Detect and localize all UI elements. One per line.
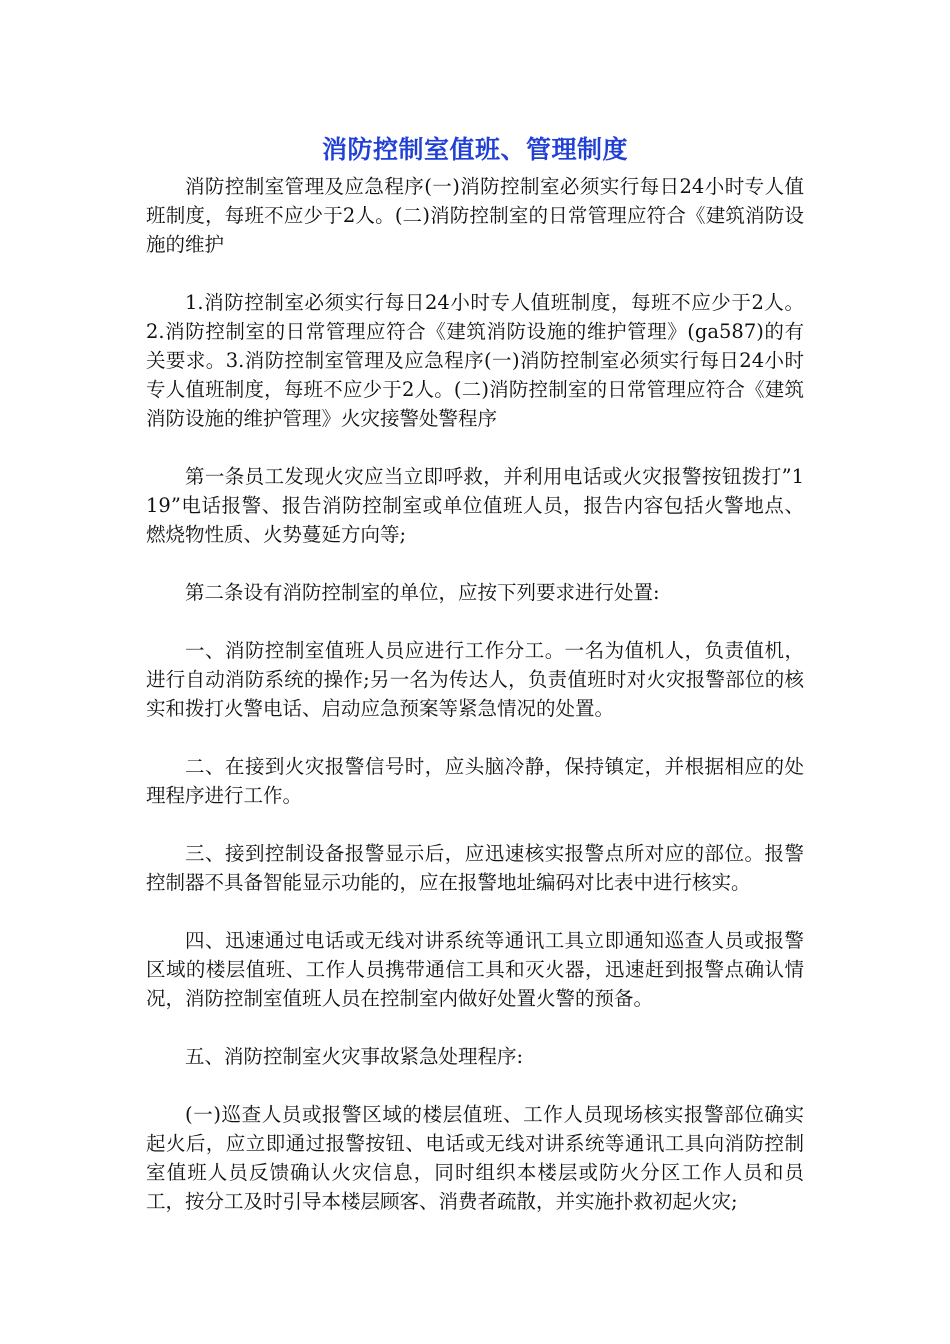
paragraph-3: 第一条员工发现火灾应当立即呼救，并利用电话或火灾报警按钮拨打”119”电话报警、报告消防控制室或单位值班人员，报告内容包括火警地点、燃烧物性质、火势蔓延方向等;	[146, 465, 804, 546]
paragraph-5: 一、消防控制室值班人员应进行工作分工。一名为值机人，负责值机，进行自动消防系统的操作;另一名为传达人，负责值班时对火灾报警部位的核实和拨打火警电话、启动应急预案等紧急情况的处置。	[146, 639, 804, 720]
paragraph-9: 五、消防控制室火灾事故紧急处理程序:	[185, 1045, 524, 1068]
paragraph-1: 消防控制室管理及应急程序(一)消防控制室必须实行每日24小时专人值班制度，每班不应少于2人。(二)消防控制室的日常管理应符合《建筑消防设施的维护	[146, 175, 804, 256]
paragraph-2: 1.消防控制室必须实行每日24小时专人值班制度，每班不应少于2人。2.消防控制室的日常管理应符合《建筑消防设施的维护管理》(ga587)的有关要求。3.消防控制室管理及应急程序(一)消防控制室必须实行每日24小时专人值班制度，每班不应少于2人。(二)消防控制室的日常管理应符合《建筑消防设施的维护管理》火灾接警处警程序	[146, 291, 804, 430]
paragraph-6: 二、在接到火灾报警信号时，应头脑冷静，保持镇定，并根据相应的处理程序进行工作。	[146, 755, 804, 807]
paragraph-8: 四、迅速通过电话或无线对讲系统等通讯工具立即通知巡查人员或报警区域的楼层值班、工作人员携带通信工具和灭火器，迅速赶到报警点确认情况，消防控制室值班人员在控制室内做好处置火警的预备。	[146, 929, 804, 1010]
paragraph-10: (一)巡查人员或报警区域的楼层值班、工作人员现场核实报警部位确实起火后，应立即通过报警按钮、电话或无线对讲系统等通讯工具向消防控制室值班人员反馈确认火灾信息，同时组织本楼层或防火分区工作人员和员工，按分工及时引导本楼层顾客、消费者疏散，并实施扑救初起火灾;	[146, 1103, 804, 1213]
document-title: 消防控制室值班、管理制度	[321, 135, 628, 164]
document-body	[146, 172, 804, 1245]
paragraph-7: 三、接到控制设备报警显示后，应迅速核实报警点所对应的部位。报警控制器不具备智能显示功能的，应在报警地址编码对比表中进行核实。	[146, 842, 804, 894]
paragraph-4: 第二条设有消防控制室的单位，应按下列要求进行处置:	[185, 581, 660, 604]
